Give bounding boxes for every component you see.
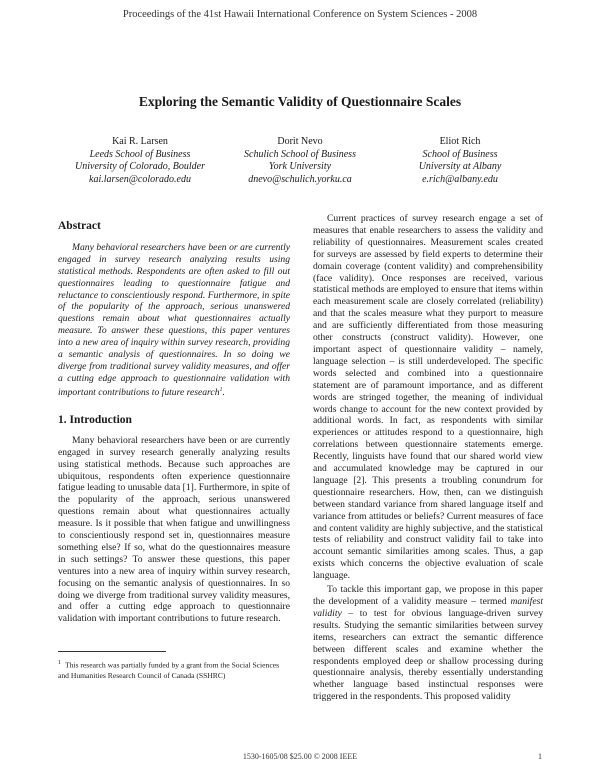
copyright-footer: 1530-1605/08 $25.00 © 2008 IEEE xyxy=(242,752,358,761)
body-paragraph-2: To tackle this important gap, we propose in this paper the development of a validity measure – termed manifest validity – to test for obvious language-driven survey results. Studying the semantic similarities between survey items, researchers can extract the semantic difference between different scales and examine whether the respondents employed deep or shallow processing during questionnaire analysis, thereby essentially understanding whether language based instinctual responses were triggered in the respondents. This proposed validity xyxy=(313,584,543,703)
author-nevo xyxy=(220,136,380,186)
author-affiliation: Schulich School of Business xyxy=(244,148,356,160)
author-affiliation: School of Business xyxy=(422,148,498,160)
author-email: e.rich@albany.edu xyxy=(422,173,498,185)
introduction-heading: 1. Introduction xyxy=(58,413,132,426)
author-affiliation: Leeds School of Business xyxy=(89,148,191,160)
body-paragraph-1: Current practices of survey research engage a set of measures that enable researchers to assess the validity and reliability of questionnaires. Measurement scales created for surveys are assessed by field experts to determine their domain coverage (content validity) and comprehensibility (face validity). Once responses are received, various statistical methods are employed to ensure that items within each measurement scale are closely correlated (reliability) and that the scales measure what they purport to measure and are sufficiently differentiated from those measuring other constructs (construct validity). However, one important aspect of questionnaire validity – namely, language selection – is still underdeveloped. The specific words selected and combined into a questionnaire statement are of paramount importance, and as different words are stringed together, the meaning of individual words change to account for the new context provided by additional words. In fact, as respondents with similar experiences or attitudes respond to a questionnaire, high correlations between questionnaire statements emerge. Recently, linguists have found that our shared world view and accumulated knowledge may be captured in our language [2]. This presents a troubling conundrum for questionnaire researchers. How, then, can we distinguish between standard variance from shared language itself and variance from attitudes or beliefs? Current measures of face and content validity are highly subjective, and the statistical tests of reliability and construct validity fail to take into account semantic similarities among scales. Thus, a gap exists which concerns the objective evaluation of scale language. xyxy=(313,213,543,582)
footnote-text: This research was partially funded by a grant from the Social Sciences and Humanities Research Council of Canada (SSHRC) xyxy=(58,660,280,680)
footnote-divider xyxy=(58,651,166,652)
author-name: Dorit Nevo xyxy=(277,136,323,147)
author-name: Eliot Rich xyxy=(439,136,481,147)
left-column xyxy=(58,221,290,681)
author-name: Kai R. Larsen xyxy=(112,136,168,147)
author-block xyxy=(60,136,540,186)
author-university: University of Colorado, Boulder xyxy=(75,161,205,173)
footnote-ref[interactable]: 1 xyxy=(219,386,223,393)
author-email: dnevo@schulich.yorku.ca xyxy=(248,173,352,185)
footnote xyxy=(58,658,290,681)
author-larsen xyxy=(60,136,220,186)
manifest-validity-term: manifest validity xyxy=(313,596,543,619)
author-email: kai.larsen@colorado.edu xyxy=(89,173,191,185)
footnote-mark: 1 xyxy=(58,660,61,667)
abstract-text: Many behavioral researchers have been or are currently engaged in survey research analyzing results using statistical methods. Respondents are often asked to fill out questionnaires leading to questionnaire fatigue and reluctance to conscientiously respond. Furthermore, in spite of the popularity of the approach, serious unanswered questions remain about what questionnaires actually measure. To answer these questions, this paper ventures into a new area of inquiry within survey research, providing a semantic analysis of questionnaires. In so doing we diverge from traditional survey validity measures, and offer a cutting edge approach to questionnaire validation with important contributions to future research$^1$. xyxy=(58,241,290,398)
page-number: 1 xyxy=(538,752,542,761)
right-column xyxy=(313,213,543,703)
abstract-heading: Abstract xyxy=(58,220,101,232)
introduction-text: Many behavioral researchers have been or are currently engaged in survey research generally analyzing results using statistical methods. Because such approaches are ubiquitous, respondents often experience questionnaire fatigue leading to unusable data [1]. Furthermore, in spite of the popularity of the approach, serious unanswered questions remain about what questionnaires actually measure. Is it possible that when fatigue and unwillingness to conscientiously respond set in, questionnaires measure something else? If so, what do the questionnaires measure in such settings? To answer these questions, this paper ventures into a new area of inquiry within survey research, focusing on the semantic analysis of questionnaires. In so doing we diverge from traditional survey validity measures, and offer a cutting edge approach to questionnaire validation with important contributions to future research. xyxy=(58,434,290,625)
paper-title: Exploring the Semantic Validity of Questionnaire Scales xyxy=(138,94,462,109)
author-university: York University xyxy=(268,161,332,173)
abstract-body: Many behavioral researchers have been or are currently engaged in survey research analyzing results using statistical methods. Respondents are often asked to fill out questionnaires leading to questionnaire fatigue and reluctance to conscientiously respond. Furthermore, in spite of the popularity of the approach, serious unanswered questions remain about what questionnaires actually measure. To answer these questions, this paper ventures into a new area of inquiry within survey research, providing a semantic analysis of questionnaires. In so doing we diverge from traditional survey validity measures, and offer a cutting edge approach to questionnaire validation with important contributions to future research xyxy=(58,241,290,398)
author-university: University at Albany xyxy=(418,161,502,173)
conference-header: Proceedings of the 41st Hawaii International Conference on System Sciences - 2008 xyxy=(122,9,478,20)
author-rich xyxy=(380,136,540,186)
